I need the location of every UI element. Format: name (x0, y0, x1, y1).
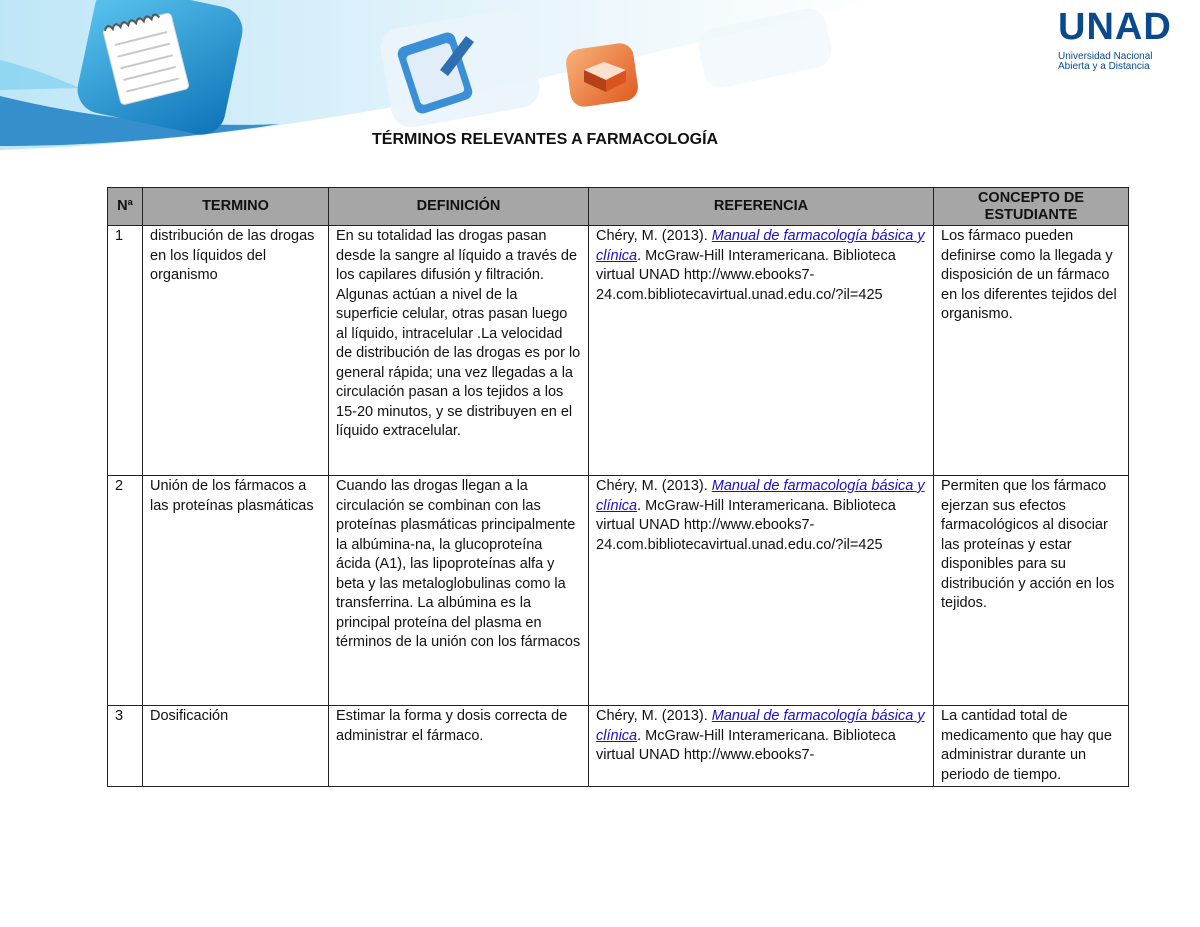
reference-link[interactable]: Manual de farmacología básica y clínica (596, 708, 925, 744)
row-num: 1 (108, 226, 143, 476)
logo-subtitle-2: Abierta y a Distancia (1058, 61, 1150, 72)
row-term: Dosificación (143, 706, 329, 787)
row-concept: Permiten que los fármaco ejerzan sus efectos farmacológicos al disociar las proteínas y estar disponibles para su distribución y acción en los tejidos. (934, 476, 1129, 706)
row-definition: Cuando las drogas llegan a la circulación se combinan con las proteínas plasmáticas principalmente la albúmina-na, la glucoproteína ácida (A1), las lipoproteínas alfa y beta y las metaloglobulinas como la transferrina. La albúmina es la principal proteína del plasma en términos de la unión con los fármacos (329, 476, 589, 706)
row-reference (589, 706, 934, 787)
reference-author: Chéry, M. (2013). (596, 708, 708, 724)
document-title: TÉRMINOS RELEVANTES A FARMACOLOGÍA (372, 131, 719, 148)
terms-table (107, 187, 1129, 787)
logo-subtitle-1: Universidad Nacional (1058, 51, 1153, 62)
reference-details: . McGraw-Hill Interamericana. Biblioteca virtual UNAD http://www.ebooks7-24.com.bibliotecavirtual.unad.edu.co/?il=425 (596, 497, 896, 553)
row-reference (589, 476, 934, 706)
header-reference: REFERENCIA (589, 188, 934, 226)
header-num: Nª (108, 188, 143, 226)
row-term: Unión de los fármacos a las proteínas plasmáticas (143, 476, 329, 706)
reference-author: Chéry, M. (2013). (596, 478, 708, 494)
row-definition: Estimar la forma y dosis correcta de administrar el fármaco. (329, 706, 589, 787)
logo-wordmark: UNAD (1058, 6, 1172, 48)
header-definition: DEFINICIÓN (329, 188, 589, 226)
row-definition: En su totalidad las drogas pasan desde la sangre al líquido a través de los capilares difusión y filtración. Algunas actúan a nivel de la superficie celular, otras pasan luego al líquido, intracelular .La velocidad de distribución de las drogas es por lo general rápida; una vez llegadas a la circulación pasan a los tejidos a los 15-20 minutos, y se distribuyen en el líquido extracelular. (329, 226, 589, 476)
header-concept: CONCEPTO DE ESTUDIANTE (934, 188, 1129, 226)
table-row (108, 706, 1129, 787)
unad-logo (1058, 6, 1188, 72)
reference-details: . McGraw-Hill Interamericana. Biblioteca virtual UNAD http://www.ebooks7-24.com.bibliotecavirtual.unad.edu.co/?il=425 (596, 247, 896, 303)
row-term: distribución de las drogas en los líquidos del organismo (143, 226, 329, 476)
reference-link[interactable]: Manual de farmacología básica y clínica (596, 478, 925, 514)
row-reference (589, 226, 934, 476)
table-header-row (108, 188, 1129, 226)
row-num: 2 (108, 476, 143, 706)
header-term: TERMINO (143, 188, 329, 226)
row-concept: La cantidad total de medicamento que hay que administrar durante un periodo de tiempo. (934, 706, 1129, 787)
reference-author: Chéry, M. (2013). (596, 228, 708, 244)
table-row (108, 476, 1129, 706)
row-num: 3 (108, 706, 143, 787)
reference-link[interactable]: Manual de farmacología básica y clínica (596, 228, 925, 264)
reference-details: . McGraw-Hill Interamericana. Biblioteca virtual UNAD http://www.ebooks7- (596, 727, 896, 763)
table-row (108, 226, 1129, 476)
row-concept: Los fármaco pueden definirse como la llegada y disposición de un fármaco en los diferentes tejidos del organismo. (934, 226, 1129, 476)
